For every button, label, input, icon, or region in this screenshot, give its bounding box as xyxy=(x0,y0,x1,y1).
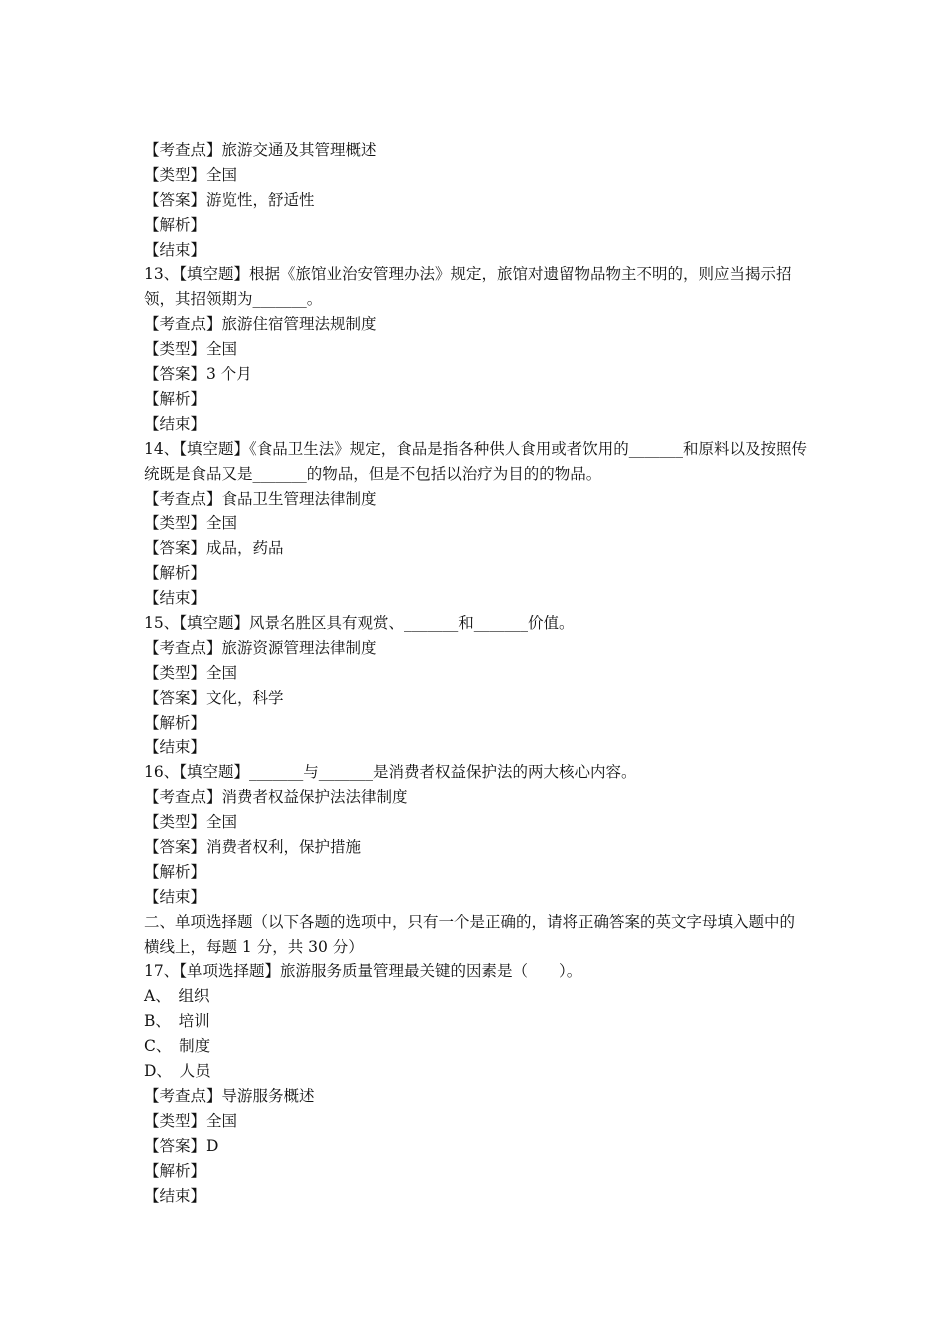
document-page xyxy=(144,138,808,1208)
text-line: 【结束】 xyxy=(144,887,207,906)
text-line: 16、【填空题】_______与_______是消费者权益保护法的两大核心内容。 xyxy=(144,763,637,782)
text-line: 【类型】全国 xyxy=(144,663,238,682)
text-line: 【考查点】消费者权益保护法法律制度 xyxy=(144,788,408,807)
text-line: 【解析】 xyxy=(144,389,207,408)
text-line: 【考查点】旅游资源管理法律制度 xyxy=(144,638,377,657)
text-line: 【解析】 xyxy=(144,215,207,234)
text-line: 【类型】全国 xyxy=(144,813,238,832)
text-line: 17、【单项选择题】旅游服务质量管理最关键的因素是（ ）。 xyxy=(144,962,583,981)
text-line: 【答案】3 个月 xyxy=(144,365,252,384)
text-line: 【考查点】导游服务概述 xyxy=(144,1086,315,1105)
text-line: 【类型】全国 xyxy=(144,165,238,184)
text-line: 【结束】 xyxy=(144,1186,207,1205)
text-line: 【答案】消费者权利，保护措施 xyxy=(144,838,362,856)
text-line: 【答案】成品，药品 xyxy=(144,539,284,558)
text-line: 15、【填空题】风景名胜区具有观赏、_______和_______价值。 xyxy=(144,613,575,632)
text-line: 【类型】全国 xyxy=(144,1111,238,1130)
question-paragraph: 14、【填空题】《食品卫生法》规定，食品是指各种供人食用或者饮用的_______和原料以及按照传统既是食品又是_______的物品，但是不包括以治疗为目的的物品。 xyxy=(144,439,807,483)
text-line: A、 组织 xyxy=(144,987,210,1006)
text-line: 【解析】 xyxy=(144,564,207,583)
text-line: 【答案】文化，科学 xyxy=(144,688,284,707)
text-line: 【结束】 xyxy=(144,414,207,433)
text-line: 【解析】 xyxy=(144,862,207,881)
text-line: 【考查点】旅游交通及其管理概述 xyxy=(144,141,377,159)
text-line: 【类型】全国 xyxy=(144,514,238,533)
text-line: 【类型】全国 xyxy=(144,340,238,359)
text-line: 【答案】游览性，舒适性 xyxy=(144,190,315,209)
text-line: C、 制度 xyxy=(144,1037,211,1056)
text-line: 【结束】 xyxy=(144,589,207,608)
text-line: 【结束】 xyxy=(144,240,207,259)
text-line: 【答案】D xyxy=(144,1136,219,1155)
text-line: 【解析】 xyxy=(144,1161,207,1180)
text-line: 【结束】 xyxy=(144,738,207,757)
text-line: B、 培训 xyxy=(144,1012,210,1031)
text-line: 【考查点】食品卫生管理法律制度 xyxy=(144,489,377,508)
question-paragraph: 13、【填空题】根据《旅馆业治安管理办法》规定，旅馆对遗留物品物主不明的，则应当揭示招领，其招领期为_______。 xyxy=(144,265,792,309)
question-paragraph: 二、单项选择题（以下各题的选项中，只有一个是正确的，请将正确答案的英文字母填入题中的横线上，每题 1 分，共 30 分） xyxy=(144,912,796,956)
text-line: 【考查点】旅游住宿管理法规制度 xyxy=(144,315,377,334)
text-line: D、 人员 xyxy=(144,1062,211,1081)
text-line: 【解析】 xyxy=(144,713,207,732)
